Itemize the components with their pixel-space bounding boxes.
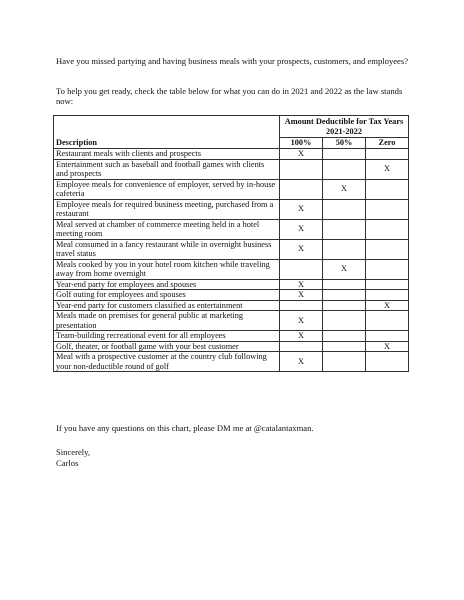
table-row bbox=[54, 331, 409, 342]
row-description: Meal served at chamber of commerce meeting held in a hotel meeting room bbox=[54, 219, 280, 239]
table-column-header-row bbox=[54, 138, 409, 149]
pct100-mark: X bbox=[280, 279, 323, 290]
pct50-mark bbox=[323, 159, 366, 179]
row-description: Employee meals for convenience of employer, served by in-house cafeteria bbox=[54, 179, 280, 199]
intro-paragraph: Have you missed partying and having business meals with your prospects, customers, and employees? bbox=[56, 56, 409, 66]
table-group-header-row bbox=[54, 116, 409, 138]
zero-mark bbox=[366, 259, 409, 279]
pct50-mark bbox=[323, 199, 366, 219]
pct50-mark bbox=[323, 311, 366, 331]
table-row bbox=[54, 259, 409, 279]
zero-mark bbox=[366, 239, 409, 259]
table-row bbox=[54, 352, 409, 372]
zero-mark bbox=[366, 199, 409, 219]
row-description: Meals made on premises for general public at marketing presentation bbox=[54, 311, 280, 331]
zero-mark bbox=[366, 279, 409, 290]
table-corner-cell bbox=[54, 116, 280, 138]
closing-note: If you have any questions on this chart, please DM me at @catalantaxman. bbox=[56, 423, 314, 433]
pct100-mark bbox=[280, 159, 323, 179]
zero-mark bbox=[366, 290, 409, 301]
pct100-mark bbox=[280, 179, 323, 199]
row-description: Meal consumed in a fancy restaurant while in overnight business travel status bbox=[54, 239, 280, 259]
table-row bbox=[54, 159, 409, 179]
zero-mark bbox=[366, 149, 409, 160]
table-row bbox=[54, 239, 409, 259]
table-row bbox=[54, 219, 409, 239]
pct50-mark bbox=[323, 300, 366, 311]
pct50-mark bbox=[323, 149, 366, 160]
pct100-mark: X bbox=[280, 331, 323, 342]
pct50-mark: X bbox=[323, 259, 366, 279]
table-row bbox=[54, 179, 409, 199]
table-row bbox=[54, 149, 409, 160]
zero-mark: X bbox=[366, 159, 409, 179]
pct50-mark bbox=[323, 352, 366, 372]
pct100-mark: X bbox=[280, 239, 323, 259]
pct100-mark: X bbox=[280, 219, 323, 239]
row-description: Golf outing for employees and spouses bbox=[54, 290, 280, 301]
table-row bbox=[54, 199, 409, 219]
pct100-mark: X bbox=[280, 352, 323, 372]
zero-header: Zero bbox=[366, 138, 409, 149]
row-description: Meals cooked by you in your hotel room kitchen while traveling away from home overnight bbox=[54, 259, 280, 279]
pct100-mark bbox=[280, 259, 323, 279]
row-description: Meal with a prospective customer at the country club following your non-deductible round of golf bbox=[54, 352, 280, 372]
zero-mark bbox=[366, 311, 409, 331]
pct100-mark: X bbox=[280, 290, 323, 301]
salutation: Sincerely, bbox=[56, 447, 91, 457]
description-header: Description bbox=[54, 138, 280, 149]
table-row bbox=[54, 300, 409, 311]
pct50-mark bbox=[323, 219, 366, 239]
instructions-paragraph: To help you get ready, check the table below for what you can do in 2021 and 2022 as the law stands now: bbox=[56, 86, 403, 107]
signature-name: Carlos bbox=[56, 458, 79, 468]
table-row bbox=[54, 279, 409, 290]
pct100-mark: X bbox=[280, 149, 323, 160]
deduction-table bbox=[53, 115, 409, 372]
row-description: Restaurant meals with clients and prospects bbox=[54, 149, 280, 160]
pct50-mark bbox=[323, 279, 366, 290]
row-description: Year-end party for employees and spouses bbox=[54, 279, 280, 290]
table-row bbox=[54, 311, 409, 331]
deductible-group-header: Amount Deductible for Tax Years 2021-2022 bbox=[280, 116, 409, 138]
pct50-mark bbox=[323, 331, 366, 342]
pct100-mark bbox=[280, 300, 323, 311]
pct100-header: 100% bbox=[280, 138, 323, 149]
pct50-mark: X bbox=[323, 179, 366, 199]
pct50-mark bbox=[323, 341, 366, 352]
row-description: Entertainment such as baseball and football games with clients and prospects bbox=[54, 159, 280, 179]
zero-mark bbox=[366, 331, 409, 342]
pct50-mark bbox=[323, 239, 366, 259]
pct100-mark bbox=[280, 341, 323, 352]
row-description: Employee meals for required business meeting, purchased from a restaurant bbox=[54, 199, 280, 219]
zero-mark: X bbox=[366, 300, 409, 311]
zero-mark bbox=[366, 179, 409, 199]
zero-mark: X bbox=[366, 341, 409, 352]
row-description: Team-building recreational event for all employees bbox=[54, 331, 280, 342]
pct50-header: 50% bbox=[323, 138, 366, 149]
zero-mark bbox=[366, 219, 409, 239]
pct100-mark: X bbox=[280, 199, 323, 219]
pct100-mark: X bbox=[280, 311, 323, 331]
zero-mark bbox=[366, 352, 409, 372]
row-description: Year-end party for customers classified as entertainment bbox=[54, 300, 280, 311]
pct50-mark bbox=[323, 290, 366, 301]
table-row bbox=[54, 341, 409, 352]
table-row bbox=[54, 290, 409, 301]
row-description: Golf, theater, or football game with your best customer bbox=[54, 341, 280, 352]
